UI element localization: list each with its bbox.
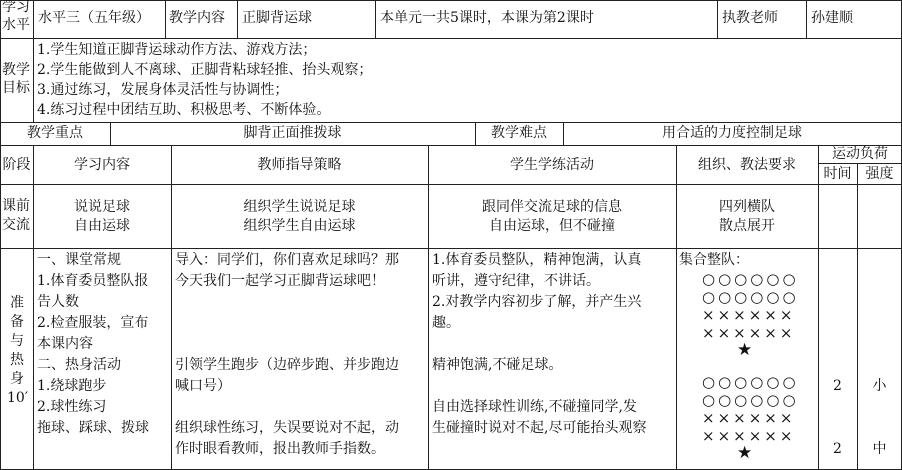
pre-content: 说说足球 [74,199,130,215]
formation-row: ×××××× [702,427,796,445]
org-label: 集合整队： [679,252,749,268]
rule-b-f [857,163,858,470]
level-value: 水平三（五年级） [38,10,150,26]
header-intensity: 强度 [865,166,894,182]
header-teacher: 教师指导策略 [257,157,342,173]
level-label: 学习水平 [2,0,30,33]
pre-stage: 课前交流 [2,198,30,233]
rule-load-split [818,163,902,164]
key-label: 教学重点 [27,125,83,141]
header-time: 时间 [823,166,852,182]
rule-r1-a [33,0,34,122]
pre-teacher: 组织学生说说足球 [243,199,356,215]
pre-content: 自由运球 [74,218,130,234]
rule-b-a [33,145,34,470]
goal-item: 3.通过练习，发展身体灵活性与协调性； [37,82,289,98]
formation-row: ○○○○○○ [702,288,799,306]
goal-item: 2.学生能做到人不离球、正脚背粘球轻推、抬头观察； [37,62,373,78]
formation-row: ×××××× [702,324,796,342]
load-intensity: 中 [872,441,887,457]
student-activity: 听讲，遵守纪律，不讲话。 [432,273,600,289]
load-time: 2 [833,441,842,457]
rule-pre-bottom [0,248,902,249]
formation-row: ○○○○○○ [702,270,799,288]
warm-content-line: 拖球、踩球、拨球 [37,420,149,436]
pre-org: 四列横队 [719,199,775,215]
student-activity: 自由选择球性训练,不碰撞同学,发 [432,399,637,415]
student-activity: 精神饱满,不碰足球。 [432,357,563,373]
formation-row: ×××××× [702,306,796,324]
header-load: 运动负荷 [832,146,888,162]
load-intensity: 小 [872,378,887,394]
rule-goals-bottom [0,122,902,123]
goals-label: 教学目标 [2,62,30,96]
warm-content-line: 一、课堂常规 [37,252,121,268]
teacher-warm: 喊口号） [175,378,231,394]
warm-stage: 准备与热身10′ [7,295,28,406]
teacher-label: 执教老师 [722,10,778,26]
warm-content-line: 2.检查服装，宣布 [37,315,149,331]
header-content: 学习内容 [74,157,130,173]
rule-r1-d [375,0,376,38]
rule-r1-f [806,0,807,38]
student-activity: 生碰撞时说对不起,尽可能抬头观察 [432,420,647,436]
teacher-star-icon: ★ [737,340,753,360]
content-label: 教学内容 [169,10,225,26]
student-activity: 2.对教学内容初步了解，并产生兴 [432,294,642,310]
warm-content-line: 1.绕球跑步 [37,378,107,394]
pre-student: 跟同伴交流足球的信息 [482,199,622,215]
rule-row1-top [0,0,902,1]
rule-r1-c [237,0,238,38]
goal-item: 4.练习过程中团结互助、积极思考、不断体验。 [37,102,331,118]
warm-content-line: 1.体育委员整队报 [37,273,149,289]
rule-header-bottom [0,184,902,185]
warm-content-line: 2.球性练习 [37,399,107,415]
rule-b-b [171,145,172,470]
rule-b-e [818,145,819,470]
teacher-intro: 今天我们一起学习正脚背运球吧！ [175,273,385,289]
pre-student: 自由运球，但不碰撞 [489,218,615,234]
teacher-intro: 导入：同学们，你们喜欢足球吗？那 [175,252,399,268]
student-activity: 1.体育委员整队，精神饱满，认真 [432,252,642,268]
formation-row: ○○○○○○ [702,391,799,409]
rule-left [0,0,1,470]
teacher-ball: 作时眼看教师，报出教师手指数。 [175,441,385,457]
pre-org: 散点展开 [719,218,775,234]
key-value: 脚背正面推拨球 [243,125,342,141]
rule-key-bottom [0,145,902,146]
content-value: 正脚背运球 [242,10,312,26]
rule-row1-bottom [0,38,902,39]
header-org: 组织、教法要求 [698,157,796,173]
header-stage: 阶段 [2,157,31,173]
difficulty-value: 用合适的力度控制足球 [662,125,802,141]
teacher-ball: 组织球性练习，失误要说对不起，动 [175,420,399,436]
warm-content-line: 二、热身活动 [37,357,121,373]
rule-b-d [676,145,677,470]
formation-row: ×××××× [702,409,796,427]
load-time: 2 [833,378,842,394]
unit-info: 本单元一共5课时，本课为第2课时 [380,10,594,26]
teacher-warm: 引领学生跑步（边碎步跑、并步跑边 [175,357,399,373]
warm-content-line: 本课内容 [37,336,93,352]
goal-item: 1.学生知道正脚背运球动作方法、游戏方法； [37,42,317,58]
difficulty-label: 教学难点 [491,125,547,141]
rule-r1-e [717,0,718,38]
rule-b-c [428,145,429,470]
student-activity: 趣。 [432,315,460,331]
pre-teacher: 组织学生自由运球 [243,218,356,234]
warm-content-line: 告人数 [37,294,79,310]
header-student: 学生学练活动 [510,157,594,173]
rule-r1-b [165,0,166,38]
teacher-value: 孙建顺 [811,10,853,26]
teacher-star-icon: ★ [737,443,753,463]
formation-row: ○○○○○○ [702,373,799,391]
